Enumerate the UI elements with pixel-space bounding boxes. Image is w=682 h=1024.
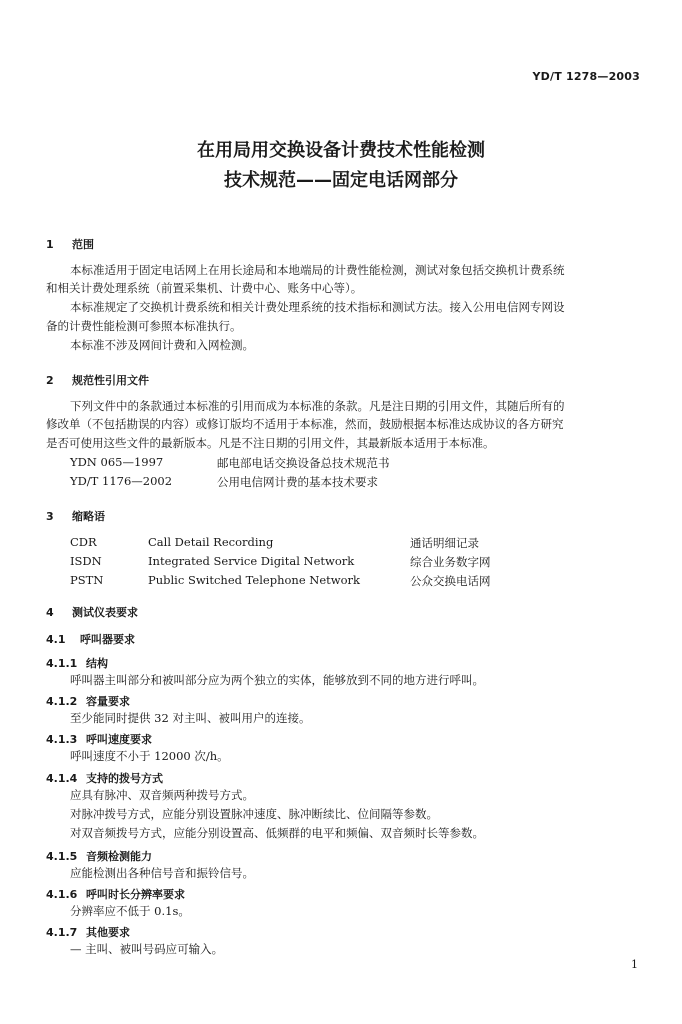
- document-title-line1: 在用局用交换设备计费技术性能检测: [197, 140, 485, 161]
- section-3-heading: [46, 508, 105, 524]
- reference-code: YDN 065—1997: [70, 455, 164, 469]
- section-number: 1: [46, 238, 54, 251]
- paragraph: 分辨率应不低于 0.1s。: [70, 904, 190, 918]
- abbr: ISDN: [70, 554, 102, 568]
- section-title: 呼叫速度要求: [86, 733, 152, 746]
- section-2-heading: [46, 372, 149, 388]
- section-1-heading: [46, 236, 94, 252]
- section-number: 4: [46, 606, 54, 619]
- section-title: 呼叫器要求: [80, 633, 135, 646]
- abbr-english: Public Switched Telephone Network: [148, 573, 360, 587]
- section-title: 结构: [86, 657, 108, 670]
- section-title: 范围: [72, 238, 94, 251]
- paragraph: 应能检测出各种信号音和振铃信号。: [70, 866, 254, 880]
- section-number: 4.1: [46, 633, 66, 646]
- section-title: 缩略语: [72, 510, 105, 523]
- section-title: 规范性引用文件: [72, 374, 149, 387]
- section-number: 4.1.1: [46, 657, 78, 670]
- section-title: 音频检测能力: [86, 850, 152, 863]
- section-title: 容量要求: [86, 695, 130, 708]
- abbr-english: Call Detail Recording: [148, 535, 274, 549]
- abbr-english: Integrated Service Digital Network: [148, 554, 355, 568]
- abbr-chinese: 通话明细记录: [410, 536, 479, 550]
- subsection-4-1-heading: [46, 631, 135, 647]
- paragraph: 备的计费性能检测可参照本标准执行。: [46, 319, 242, 333]
- reference-title: 邮电部电话交换设备总技术规范书: [217, 456, 390, 470]
- subsection-4-1-1-heading: [46, 655, 108, 671]
- reference-code: YD/T 1176—2002: [70, 474, 173, 488]
- abbr: CDR: [70, 535, 97, 549]
- paragraph: 本标准不涉及网间计费和入网检测。: [70, 338, 254, 352]
- section-number: 4.1.2: [46, 695, 78, 708]
- section-title: 其他要求: [86, 926, 130, 939]
- section-number: 4.1.7: [46, 926, 78, 939]
- abbr: PSTN: [70, 573, 104, 587]
- section-number: 4.1.6: [46, 888, 78, 901]
- subsection-4-1-2-heading: [46, 693, 130, 709]
- paragraph: 对双音频拨号方式，应能分别设置高、低频群的电平和频偏、双音频时长等参数。: [70, 826, 484, 840]
- subsection-4-1-5-heading: [46, 848, 152, 864]
- subsection-4-1-7-heading: [46, 924, 130, 940]
- section-number: 4.1.3: [46, 733, 78, 746]
- paragraph: 修改单（不包括勘误的内容）或修订版均不适用于本标准，然而，鼓励根据本标准达成协议的各方研究: [46, 417, 564, 431]
- section-title: 支持的拨号方式: [86, 772, 163, 785]
- paragraph: 和相关计费处理系统（前置采集机、计费中心、账务中心等）。: [46, 281, 363, 295]
- paragraph: 对脉冲拨号方式，应能分别设置脉冲速度、脉冲断续比、位间隔等参数。: [70, 807, 438, 821]
- section-number: 4.1.5: [46, 850, 78, 863]
- paragraph: 呼叫器主叫部分和被叫部分应为两个独立的实体，能够放到不同的地方进行呼叫。: [70, 673, 484, 687]
- section-title: 呼叫时长分辨率要求: [86, 888, 185, 901]
- subsection-4-1-4-heading: [46, 770, 163, 786]
- reference-title: 公用电信网计费的基本技术要求: [217, 475, 378, 489]
- paragraph: 呼叫速度不小于 12000 次/h。: [70, 749, 229, 763]
- section-4-heading: [46, 604, 138, 620]
- subsection-4-1-6-heading: [46, 886, 185, 902]
- abbr-chinese: 公众交换电话网: [410, 574, 491, 588]
- paragraph: 应具有脉冲、双音频两种拨号方式。: [70, 788, 254, 802]
- document-title-line2: 技术规范——固定电话网部分: [224, 170, 458, 191]
- list-item: — 主叫、被叫号码应可输入。: [70, 942, 224, 956]
- section-number: 3: [46, 510, 54, 523]
- page-number: 1: [631, 958, 638, 971]
- abbr-chinese: 综合业务数字网: [410, 555, 491, 569]
- subsection-4-1-3-heading: [46, 731, 152, 747]
- paragraph: 下列文件中的条款通过本标准的引用而成为本标准的条款。凡是注日期的引用文件，其随后所有的: [70, 399, 565, 413]
- paragraph: 至少能同时提供 32 对主叫、被叫用户的连接。: [70, 711, 311, 725]
- paragraph: 本标准适用于固定电话网上在用长途局和本地端局的计费性能检测，测试对象包括交换机计费系统: [70, 263, 565, 277]
- paragraph: 是否可使用这些文件的最新版本。凡是不注日期的引用文件，其最新版本适用于本标准。: [46, 436, 495, 450]
- section-title: 测试仪表要求: [72, 606, 138, 619]
- section-number: 2: [46, 374, 54, 387]
- paragraph: 本标准规定了交换机计费系统和相关计费处理系统的技术指标和测试方法。接入公用电信网专网设: [70, 300, 565, 314]
- standard-code: YD/T 1278—2003: [532, 70, 640, 83]
- section-number: 4.1.4: [46, 772, 78, 785]
